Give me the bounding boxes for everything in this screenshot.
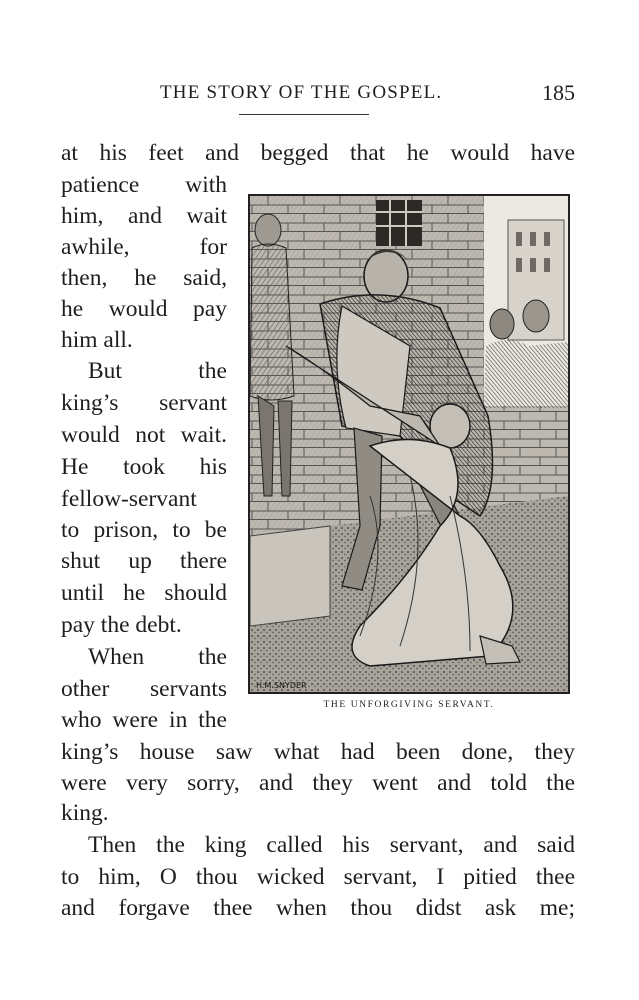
text-line: until he should [61, 580, 227, 606]
text-line: fellow-servant [61, 486, 197, 512]
figure-caption: THE UNFORGIVING SERVANT. [323, 700, 495, 710]
text-line: him, and wait [61, 203, 227, 229]
text-line: patience with [61, 172, 227, 198]
engraving-illustration [248, 194, 570, 694]
text-line: shut up there [61, 548, 227, 574]
page-number: 185 [542, 80, 575, 105]
text-line: and forgave thee when thou didst ask me; [61, 895, 575, 921]
text-line: But the [88, 358, 227, 384]
text-line: pay the debt. [61, 612, 182, 638]
text-line: who were in the [61, 707, 227, 733]
svg-text:H.M.SNYDER: H.M.SNYDER [256, 681, 307, 690]
text-line: he would pay [61, 296, 227, 322]
text-line: would not wait. [61, 422, 227, 448]
text-line: awhile, for [61, 234, 227, 260]
text-line: When the [88, 644, 227, 670]
unforgiving-servant-engraving [250, 196, 568, 692]
text-line: at his feet and begged that he would have [61, 140, 575, 166]
header-rule [239, 114, 369, 115]
text-line: him all. [61, 327, 133, 353]
running-title: THE STORY OF THE GOSPEL. [160, 82, 443, 103]
running-header [60, 80, 575, 108]
text-line: king’s servant [61, 390, 227, 416]
text-line: He took his [61, 454, 227, 480]
text-line: were very sorry, and they went and told the [61, 770, 575, 796]
text-line: king. [61, 800, 109, 826]
text-line: to him, O thou wicked servant, I pitied thee [61, 864, 575, 890]
text-line: king’s house saw what had been done, they [61, 739, 575, 765]
text-line: Then the king called his servant, and said [88, 832, 575, 858]
text-line: other servants [61, 676, 227, 702]
text-line: to prison, to be [61, 517, 227, 543]
text-line: then, he said, [61, 265, 227, 291]
